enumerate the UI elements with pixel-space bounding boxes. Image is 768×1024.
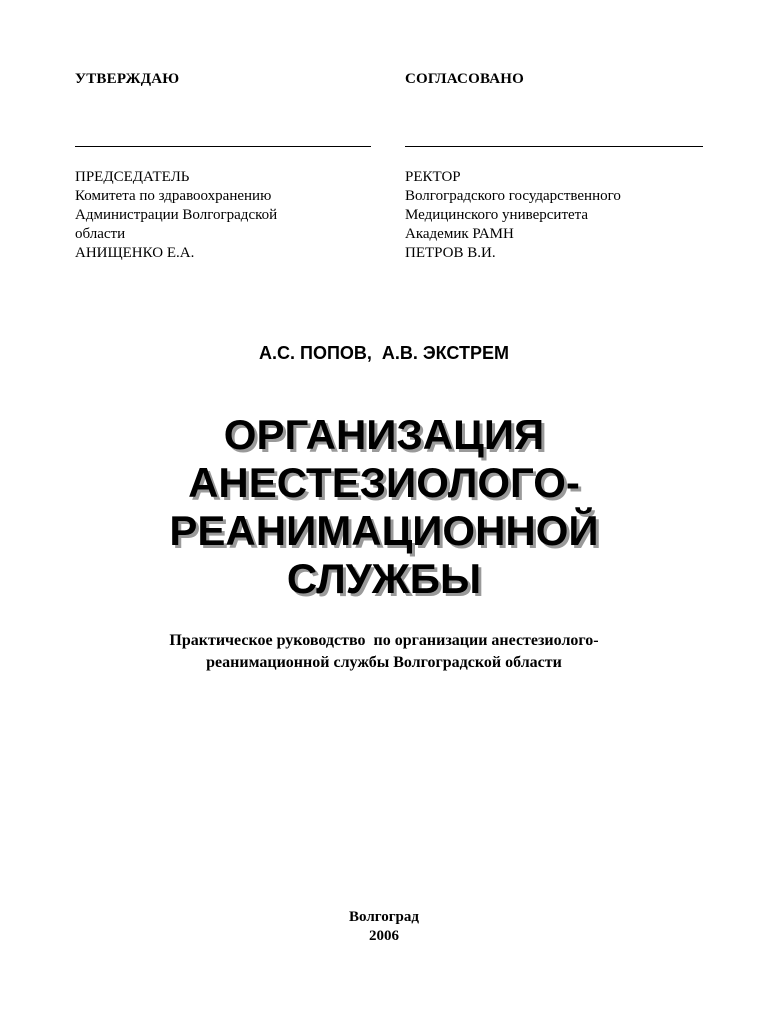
agreement-heading: СОГЛАСОВАНО — [405, 71, 524, 87]
authors: А.С. ПОПОВ, А.В. ЭКСТРЕМ — [259, 343, 509, 363]
agreement-signature-line — [405, 146, 703, 147]
subtitle-line: Практическое руководство по организации анестезиолого- — [169, 632, 599, 649]
agreement-signatory-block — [405, 168, 705, 263]
approval-signature-line — [75, 146, 371, 147]
approval-line: АНИЩЕНКО Е.А. — [75, 245, 195, 261]
title-line: ОРГАНИЗАЦИЯ — [223, 411, 545, 458]
title-line: РЕАНИМАЦИОННОЙ — [169, 507, 599, 554]
document-title — [0, 411, 768, 603]
agreement-line: ПЕТРОВ В.И. — [405, 245, 496, 261]
title-line: АНЕСТЕЗИОЛОГО- — [188, 459, 580, 506]
approval-line: области — [75, 226, 126, 242]
title-line: СЛУЖБЫ — [286, 555, 482, 602]
publication-footer — [0, 908, 768, 946]
agreement-line: РЕКТОР — [405, 169, 461, 185]
agreement-line: Волгоградского государственного — [405, 188, 621, 204]
approval-line: Администрации Волгоградской — [75, 207, 278, 223]
subtitle-line: реанимационной службы Волгоградской области — [206, 654, 562, 671]
publication-city: Волгоград — [349, 909, 419, 925]
approval-signatory-block — [75, 168, 375, 263]
approval-heading: УТВЕРЖДАЮ — [75, 71, 180, 87]
approval-line: Комитета по здравоохранению — [75, 188, 272, 204]
document-subtitle — [0, 630, 768, 674]
publication-year: 2006 — [369, 928, 399, 944]
agreement-line: Академик РАМН — [405, 226, 514, 242]
approval-line: ПРЕДСЕДАТЕЛЬ — [75, 169, 190, 185]
agreement-line: Медицинского университета — [405, 207, 589, 223]
